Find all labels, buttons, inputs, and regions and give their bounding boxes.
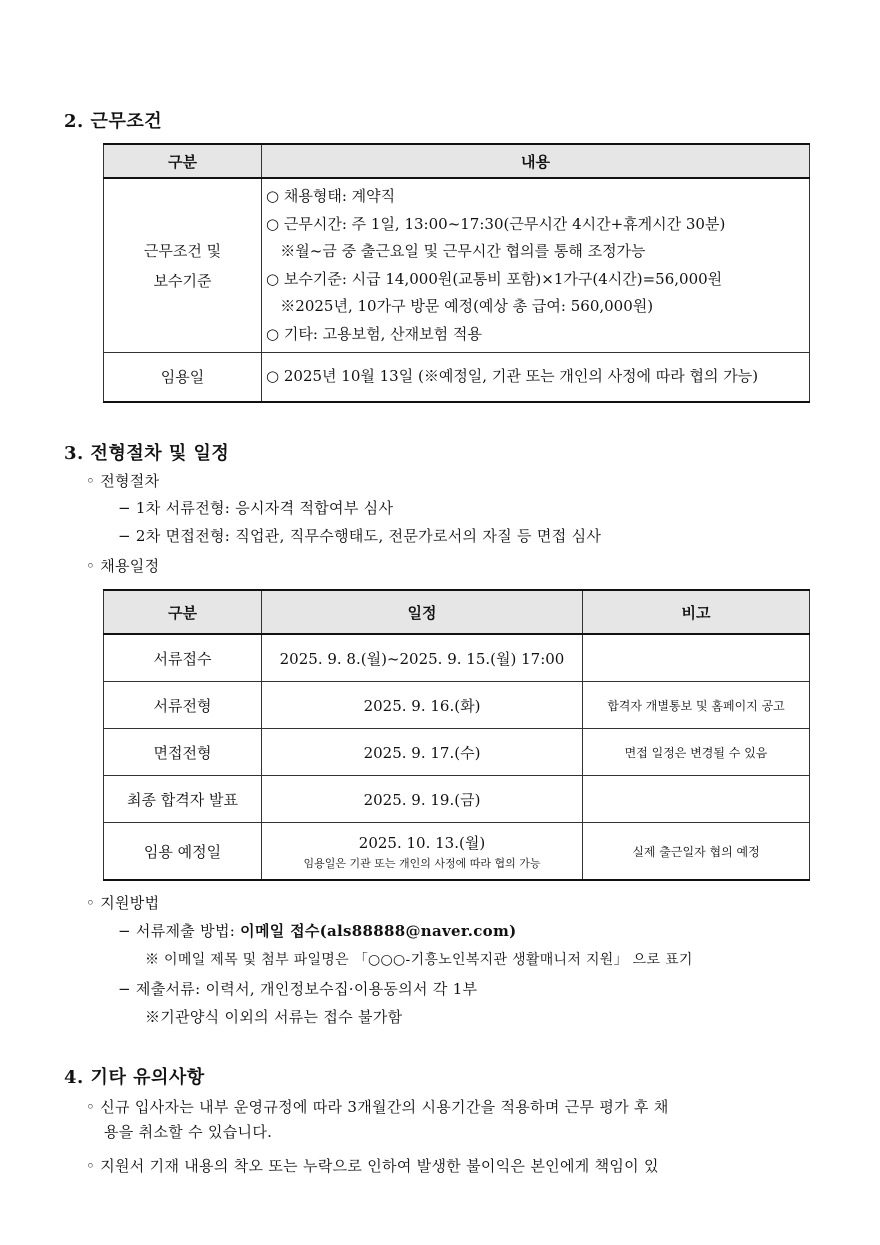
row-content-appointment: ○ 2025년 10월 13일 (※예정일, 기관 또는 개인의 사정에 따라 협의 가능) [262, 353, 810, 403]
table-row [104, 353, 810, 403]
schedule-label: 서류전형 [104, 682, 262, 729]
table-row [104, 634, 810, 682]
header-category: 구분 [104, 144, 262, 178]
notice-item-1-cont: 용을 취소할 수 있습니다. [104, 1123, 273, 1141]
schedule-date: 2025. 9. 16.(화) [262, 682, 583, 729]
docs-note: ※기관양식 이외의 서류는 접수 불가함 [145, 1008, 403, 1026]
table-header-row [104, 590, 810, 634]
condition-line: ○ 보수기준: 시급 14,000원(교통비 포함)×1가구(4시간)=56,000원 [266, 269, 723, 288]
schedule-table [103, 589, 810, 881]
header-schedule: 일정 [262, 590, 583, 634]
condition-line: ○ 기타: 고용보험, 산재보험 적용 [266, 324, 482, 343]
schedule-note: 실제 출근일자 협의 예정 [583, 823, 810, 881]
work-conditions-table [103, 143, 810, 403]
condition-line: ○ 근무시간: 주 1일, 13:00~17:30(근무시간 4시간+휴게시간 30분) [266, 214, 726, 233]
schedule-date: 2025. 9. 8.(월)~2025. 9. 15.(월) 17:00 [262, 634, 583, 682]
schedule-label: 임용 예정일 [104, 823, 262, 881]
section-3-heading: 3. 전형절차 및 일정 [64, 443, 230, 464]
schedule-label: 면접전형 [104, 729, 262, 776]
table-row [104, 178, 810, 353]
apply-method: 이메일 접수(als88888@naver.com) [240, 922, 517, 940]
schedule-note: 합격자 개별통보 및 홈페이지 공고 [583, 682, 810, 729]
row-label-conditions: 근무조건 및 보수기준 [104, 178, 262, 353]
condition-line: ○ 채용형태: 계약직 [266, 187, 396, 205]
schedule-note [583, 634, 810, 682]
apply-prefix: − 서류제출 방법: [118, 922, 241, 940]
schedule-date: 2025. 9. 19.(금) [262, 776, 583, 823]
apply-note: ※ 이메일 제목 및 첨부 파일명은 「○○○-기흥노인복지관 생활매니저 지원」 으로 표기 [145, 952, 693, 968]
process-title: ◦ 전형절차 [86, 472, 160, 490]
row-content-conditions [262, 178, 810, 353]
table-row [104, 729, 810, 776]
condition-line: ※2025년, 10가구 방문 예정(예상 총 급여: 560,000원) [266, 297, 654, 315]
apply-title: ◦ 지원방법 [86, 894, 160, 912]
schedule-note [583, 776, 810, 823]
header-note: 비고 [583, 590, 810, 634]
schedule-label: 서류접수 [104, 634, 262, 682]
process-step-2: − 2차 면접전형: 직업관, 직무수행태도, 전문가로서의 자질 등 면접 심사 [118, 527, 602, 545]
schedule-date: 2025. 10. 13.(월) [358, 833, 486, 852]
schedule-date-cell [262, 823, 583, 881]
schedule-date-sub: 임용일은 기관 또는 개인의 사정에 따라 협의 가능 [303, 856, 541, 870]
schedule-label: 최종 합격자 발표 [104, 776, 262, 823]
apply-method-line [118, 920, 517, 941]
section-4-heading: 4. 기타 유의사항 [64, 1067, 205, 1088]
schedule-note: 면접 일정은 변경될 수 있음 [583, 729, 810, 776]
section-2-heading: 2. 근무조건 [64, 111, 163, 132]
table-header-row [104, 144, 810, 178]
table-row [104, 776, 810, 823]
schedule-date: 2025. 9. 17.(수) [262, 729, 583, 776]
table-row [104, 823, 810, 881]
process-step-1: − 1차 서류전형: 응시자격 적합여부 심사 [118, 499, 394, 517]
notice-item-1: ◦ 신규 입사자는 내부 운영규정에 따라 3개월간의 시용기간을 적용하며 근무 평가 후 채 [86, 1098, 669, 1116]
notice-item-2: ◦ 지원서 기재 내용의 착오 또는 누락으로 인하여 발생한 불이익은 본인에게 책임이 있 [86, 1157, 659, 1175]
table-row [104, 682, 810, 729]
condition-line: ※월~금 중 출근요일 및 근무시간 협의를 통해 조정가능 [266, 242, 646, 260]
required-docs: − 제출서류: 이력서, 개인정보수집·이용동의서 각 1부 [118, 980, 478, 998]
row-label-appointment: 임용일 [104, 353, 262, 403]
header-content: 내용 [262, 144, 810, 178]
schedule-title: ◦ 채용일정 [86, 557, 160, 575]
header-category: 구분 [104, 590, 262, 634]
